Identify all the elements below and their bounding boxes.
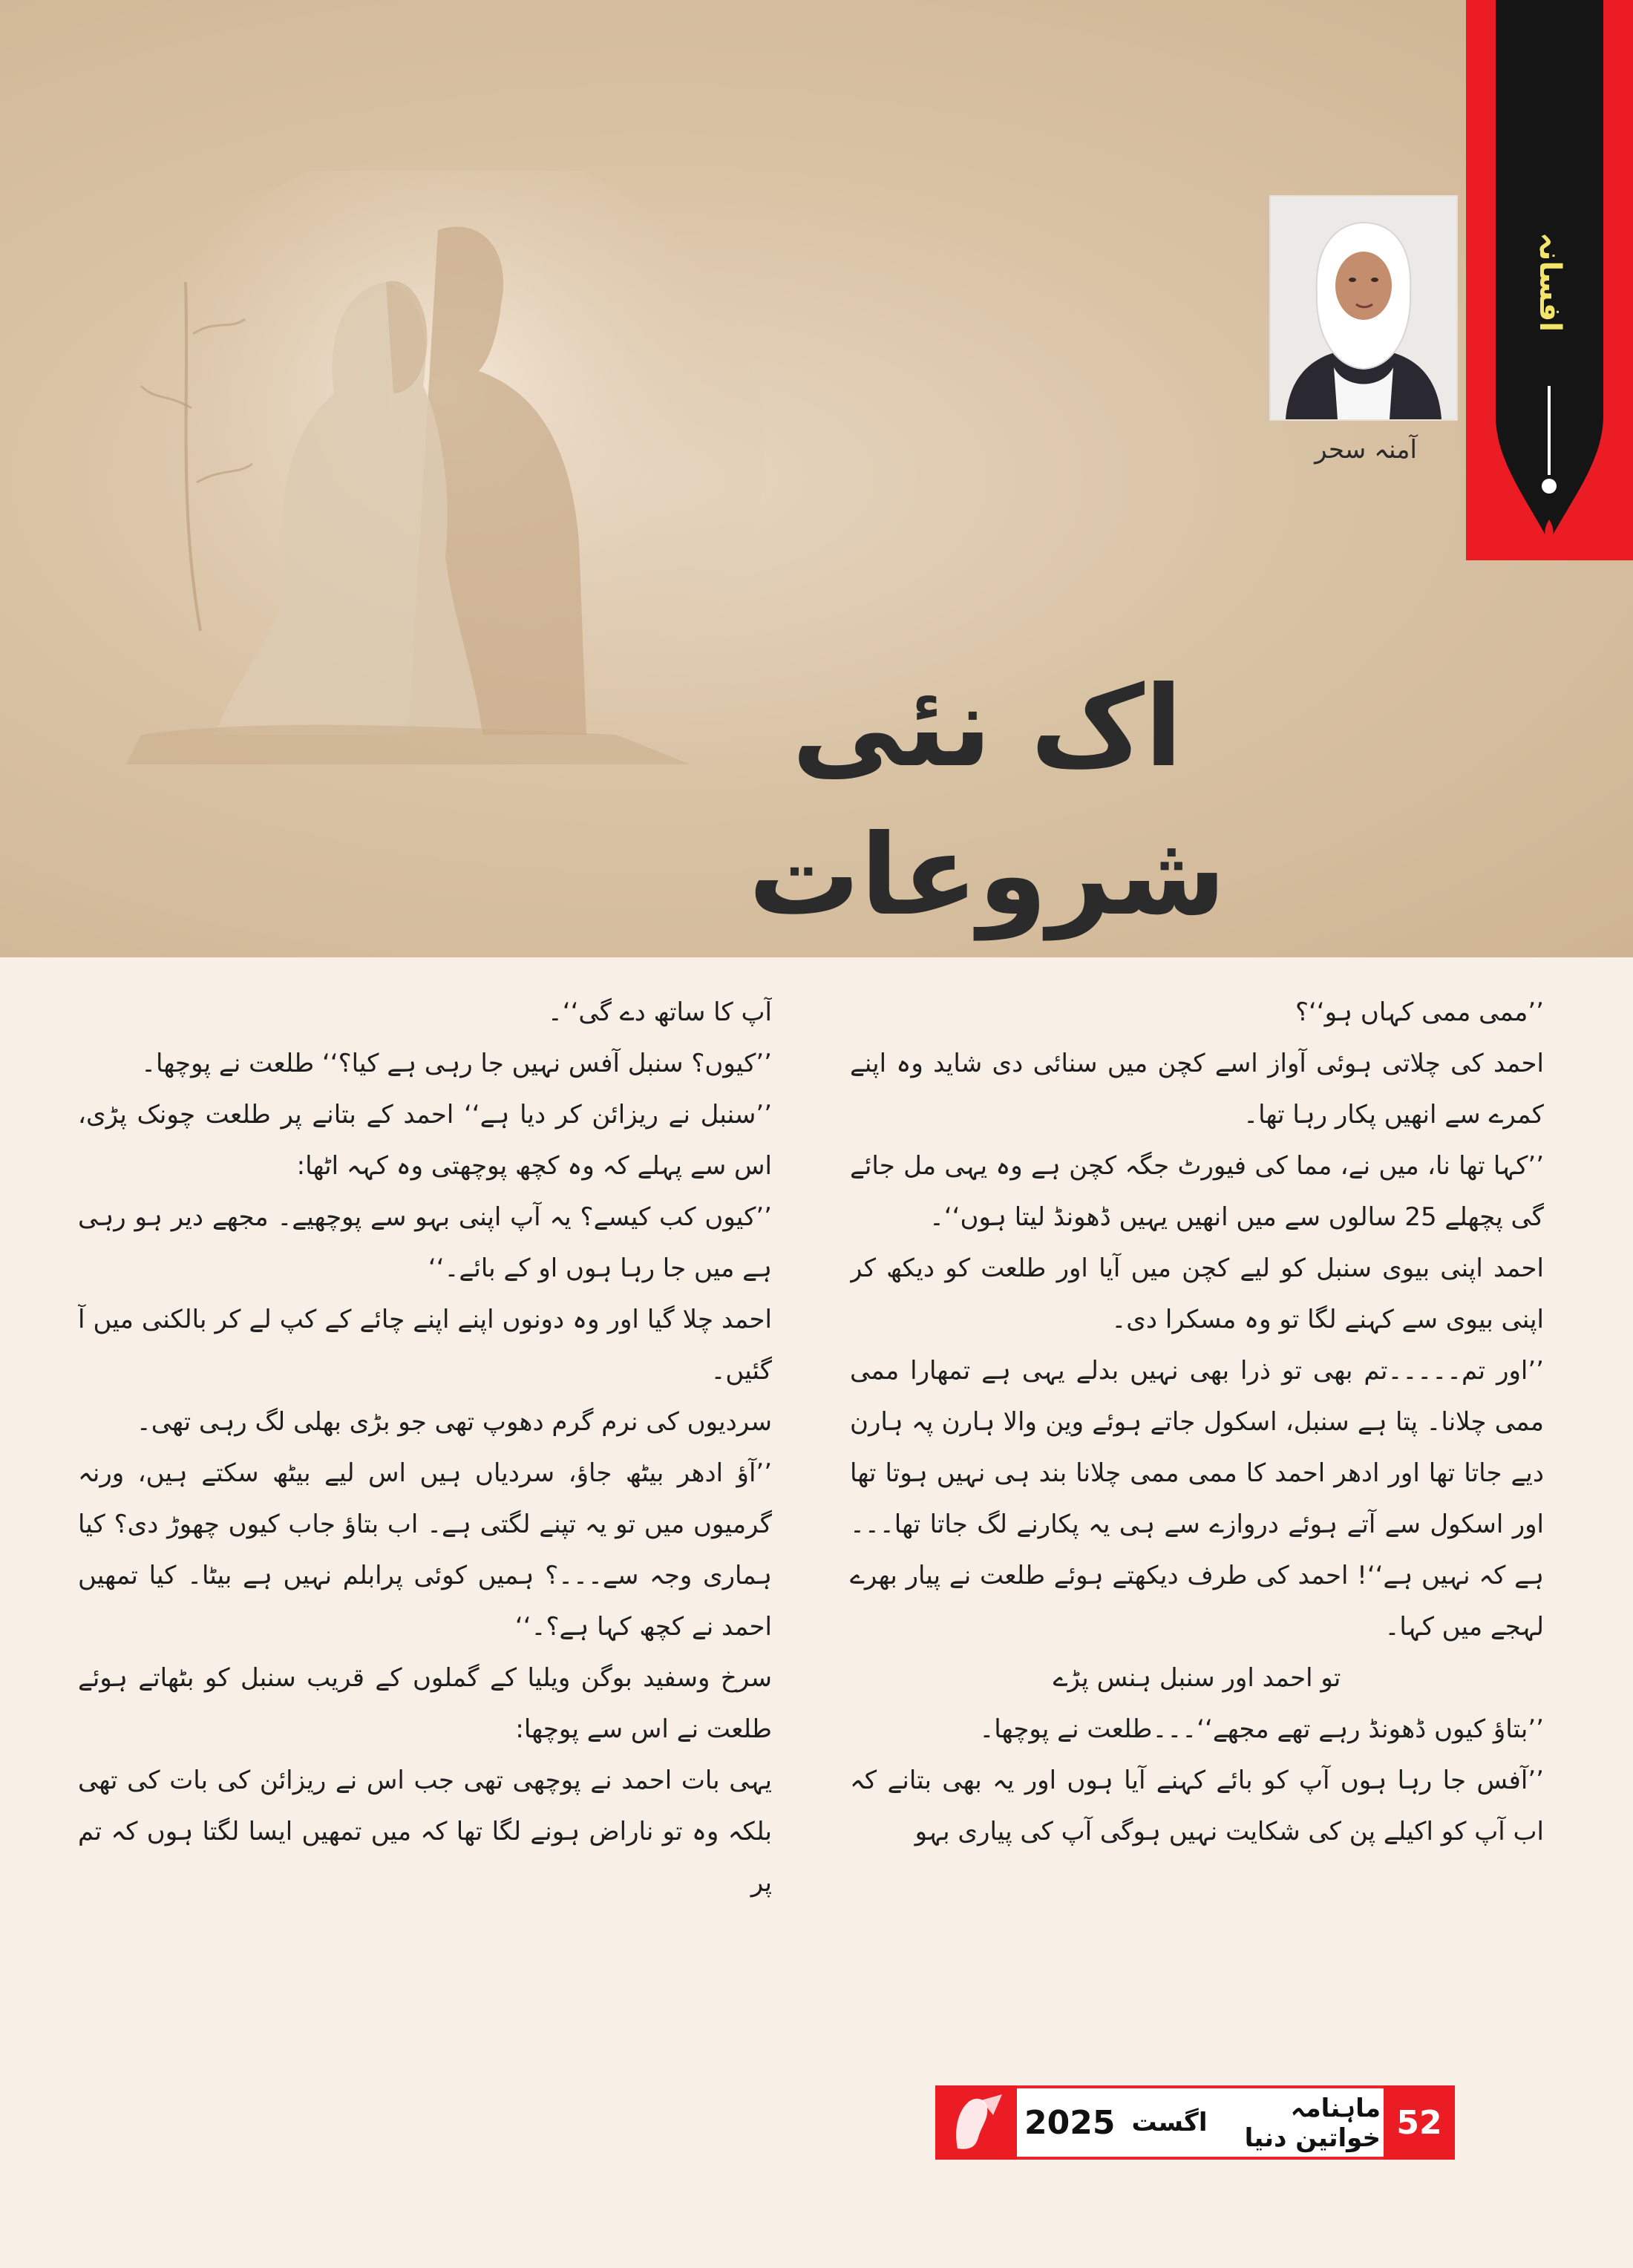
page-footer (935, 2085, 1455, 2160)
text-column-left (78, 987, 772, 2078)
story-title: اک نئی شروعات (748, 663, 1226, 940)
author-name: آمنہ سحر (1315, 435, 1417, 465)
paragraph: ’’کیوں کب کیسے؟ یہ آپ اپنی بہو سے پوچھیے۔ مجھے دیر ہو رہی ہے میں جا رہا ہوں او کے بائے۔‘‘ (78, 1202, 772, 1283)
paragraph: ’’کیوں؟ سنبل آفس نہیں جا رہی ہے کیا؟‘‘ طلعت نے پوچھا۔ (141, 1049, 772, 1078)
paragraph: سرخ وسفید بوگن ویلیا کے گملوں کے قریب سنبل کو بٹھاتے ہوئے طلعت نے اس سے پوچھا: (78, 1663, 772, 1744)
magazine-logo-icon (935, 2085, 1017, 2160)
text-column-right (850, 987, 1544, 2078)
paragraph: ’’سنبل نے ریزائن کر دیا ہے‘‘ احمد کے بتانے پر طلعت چونک پڑی، اس سے پہلے کہ وہ کچھ پوچھتی وہ کہہ اٹھا: (78, 1100, 772, 1181)
paragraph: تو احمد اور سنبل ہنس پڑے (1053, 1663, 1341, 1693)
paragraph: یہی بات احمد نے پوچھی تھی جب اس نے ریزائن کی بات کی تھی بلکہ وہ تو ناراض ہونے لگا تھا کہ میں تمھیں ایسا لگتا ہوں کہ تم پر (78, 1766, 772, 1898)
paragraph: احمد اپنی بیوی سنبل کو لیے کچن میں آیا اور طلعت کو دیکھ کر اپنی بیوی سے کہنے لگا تو وہ مسکرا دی۔ (850, 1253, 1544, 1334)
issue-month: اگست (1131, 2108, 1208, 2137)
paragraph: ’’کہا تھا نا، میں نے، مما کی فیورٹ جگہ کچن ہے وہ یہی مل جائے گی پچھلے 25 سالوں سے میں انھیں یہیں ڈھونڈ لیتا ہوں‘‘۔ (850, 1151, 1544, 1232)
paragraph: ’’ممی ممی کہاں ہو‘‘؟ (1295, 997, 1544, 1027)
category-label: افسانہ (1533, 232, 1567, 332)
category-banner (1466, 0, 1633, 560)
paragraph: ’’آفس جا رہا ہوں آپ کو بائے کہنے آیا ہوں اور یہ بھی بتانے کہ اب آپ کو اکیلے پن کی شکایت نہیں ہوگی آپ کی پیاری بہو (850, 1766, 1544, 1846)
paragraph: ’’بتاؤ کیوں ڈھونڈ رہے تھے مجھے‘‘۔۔۔طلعت نے پوچھا۔ (979, 1714, 1544, 1744)
magazine-name: ماہنامہ خواتین دنیا (1244, 2093, 1381, 2153)
issue-year: 2025 (1024, 2103, 1116, 2142)
page-number: 52 (1384, 2085, 1455, 2160)
paragraph: ’’آؤ ادھر بیٹھ جاؤ، سردیاں ہیں اس لیے بیٹھ سکتے ہیں، ورنہ گرمیوں میں تو یہ تپنے لگتی ہے۔ اب بتاؤ جاب کیوں چھوڑ دی؟ کیا ہماری وجہ سے۔۔۔؟ ہمیں کوئی پرابلم نہیں ہے بیٹا۔ کیا تمھیں احمد نے کچھ کہا ہے؟۔‘‘ (78, 1458, 772, 1642)
paragraph: احمد چلا گیا اور وہ دونوں اپنے اپنے چائے کے کپ لے کر بالکنی میں آ گئیں۔ (78, 1305, 772, 1386)
paragraph: ’’اور تم۔۔۔۔۔تم بھی تو ذرا بھی نہیں بدلے یہی ہے تمھارا ممی ممی چلانا۔ پتا ہے سنبل، اسکول جاتے ہوئے وین والا ہارن پہ ہارن دیے جاتا تھا اور ادھر احمد کا ممی ممی چلانا بند ہی نہیں ہوتا تھا اور اسکول سے آتے ہوئے دروازے سے ہی یہ پکارنے لگ جاتا تھا۔۔۔ ہے کہ نہیں ہے‘‘! احمد کی طرف دیکھتے ہوئے طلعت نے پیار بھرے لہجے میں کہا۔ (850, 1356, 1544, 1642)
paragraph: احمد کی چلاتی ہوئی آواز اسے کچن میں سنائی دی شاید وہ اپنے کمرے سے انھیں پکار رہا تھا۔ (850, 1049, 1544, 1130)
footer-issue-info (1024, 2085, 1381, 2160)
author-photo (1269, 195, 1458, 421)
header-band (0, 0, 1633, 957)
paragraph: سردیوں کی نرم گرم دھوپ تھی جو بڑی بھلی لگ رہی تھی۔ (136, 1407, 772, 1437)
paragraph: آپ کا ساتھ دے گی‘‘۔ (547, 997, 772, 1027)
